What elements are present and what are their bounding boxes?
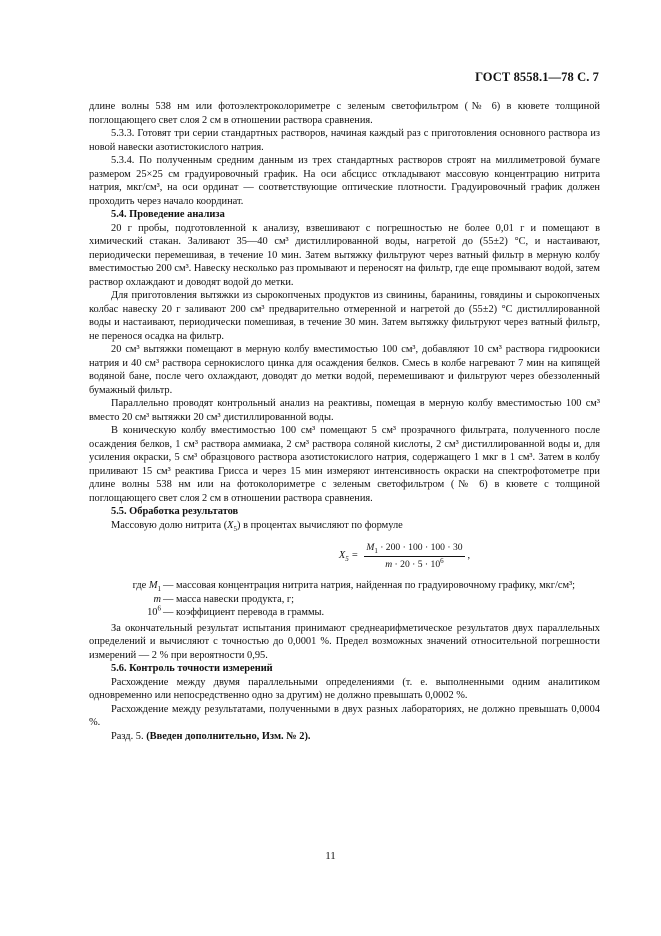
paragraph-5-4-c: 20 см³ вытяжки помещают в мерную колбу вместимостью 100 см³, добавляют 10 см³ раствора гидроокиси натрия и 40 см³ раствора сернокислого цинка для осаждения белков. Смесь в колбе нагревают 7 мин на кипящей водяной бане, после чего охлаждают, доводят до метки водой, перемешивают и фильтруют через обеззоленный бумажный фильтр. [89,344,600,396]
paragraph-5-6-b: Расхождение между результатами, полученными в двух разных лабораториях, не должно превышать 0,0004 %. [89,703,600,728]
paragraph-5-6-a: Расхождение между двумя параллельными определениями (т. е. выполненными одним аналитиком одновременно или непосредственно одно за другим) не должно превышать 0,0002 %. [89,676,600,701]
paragraph-5-3-4: 5.3.4. По полученным средним данным из трех стандартных растворов строят на миллиметровой бумаге размером 25×25 см градуировочный график. На оси абсцисс откладывают массовую концентрацию нитрита натрия, мкг/см³, на оси ординат — соответствующие оптические плотности. Градуировочный график должен проходить через начало координат. [89,155,600,207]
paragraph-5-5-b: За окончательный результат испытания принимают среднеарифметическое результатов двух параллельных определений и вычисляют с точностью до 0,0001 %. Предел возможных значений относительной погрешности измерений — 2 % при вероятности 0,95. [89,622,600,661]
paragraph-continuation: длине волны 538 нм или фотоэлектроколориметре с зеленым светофильтром (№ 6) в кювете толщиной поглощающего свет слоя 2 см в отношении раствора сравнения. [89,101,600,126]
definition-row: $10^6$ — коэффициент перевода в граммы. [147,604,325,618]
section-title-5-4: 5.4. Проведение анализа [111,209,225,220]
paragraph-5-4-e: В коническую колбу вместимостью 100 см³ помещают 5 см³ прозрачного фильтрата, полученного после осаждения белков, 1 см³ раствора аммиака, 2 см³ раствора соляной кислоты, 2 см³ дистиллированной воды и, для усиления окраски, 5 см³ образцового раствора азотистокислого натрия, содержащего 1 мкг в 1 см³. Затем в колбу приливают 15 см³ реактива Грисса и через 15 мин измеряют интенсивность окраски на спектрофотометре при длине волны 538 нм или на фотоколориметре с зеленым светофильтром (№ 6) в кювете с толщиной поглощающего свет слоя 2 см в отношении раствора сравнения. [89,425,600,504]
formula-x5: $X_5$ = $\frac{M_1 \cdot 200 \cdot 100 \cdot 100 \cdot 30}{m \cdot 20 \cdot 5 \cdot 10^6}$ , [338,542,471,570]
section-title-5-6: 5.6. Контроль точности измерений [111,663,273,674]
page-header: ГОСТ 8558.1—78 С. 7 [475,70,599,84]
formula-denominator: $m \cdot 20 \cdot 5 \cdot 10^6$ [385,556,444,570]
paragraph-5-4-b: Для приготовления вытяжки из сырокопченых продуктов из свинины, баранины, говядины и сырокопченых колбас навеску 20 г заливают 200 см³ предварительно отмеренной и нагретой до (55±2) °С дистиллированной воды и настаивают, периодически помешивая, в течение 30 мин. Затем вытяжку фильтруют через ватный фильтр, не перенося осадка на фильтр. [89,290,600,342]
definition-row: где $M_1$ — массовая концентрация нитрита натрия, найденная по градуировочному графику, мкг/см³; [132,580,576,594]
page-number: 11 [325,850,336,862]
paragraph-5-3-3: 5.3.3. Готовят три серии стандартных растворов, начиная каждый раз с приготовления основного раствора из новой навески азотистокислого натрия. [89,128,600,153]
section-title-5-5: 5.5. Обработка результатов [111,506,239,517]
formula-definitions [89,579,600,620]
paragraph-5-4-a: 20 г пробы, подготовленной к анализу, взвешивают с погрешностью не более 0,01 г и помещают в химический стакан. Заливают 35—40 см³ дистиллированной воды, нагретой до (55±2) °С, и настаивают, периодически перемешивая, в течение 10 мин. Затем вытяжку фильтруют через ватный фильтр в мерную колбу вместимостью 200 см³. Навеску несколько раз промывают и переносят на фильтр, где еще промывают водой, затем раствор охлаждают и доводят водой до метки. [89,222,600,288]
formula-numerator: $M_1 \cdot 200 \cdot 100 \cdot 100 \cdot 30$ [366,542,463,555]
document-body [89,100,600,743]
definition-row: m — масса навески продукта, г; [153,593,295,605]
paragraph-5-4-d: Параллельно проводят контрольный анализ на реактивы, помещая в мерную колбу вместимостью 100 см³ вместо 20 см³ вытяжки 20 см³ дистиллированной воды. [89,398,600,423]
paragraph-5-5-lead: Массовую долю нитрита $(X_5)$ в процентах вычисляют по формуле [111,519,403,533]
amendment-note: Разд. 5. (Введен дополнительно, Изм. № 2). [111,730,311,742]
formula-fraction [364,541,464,571]
